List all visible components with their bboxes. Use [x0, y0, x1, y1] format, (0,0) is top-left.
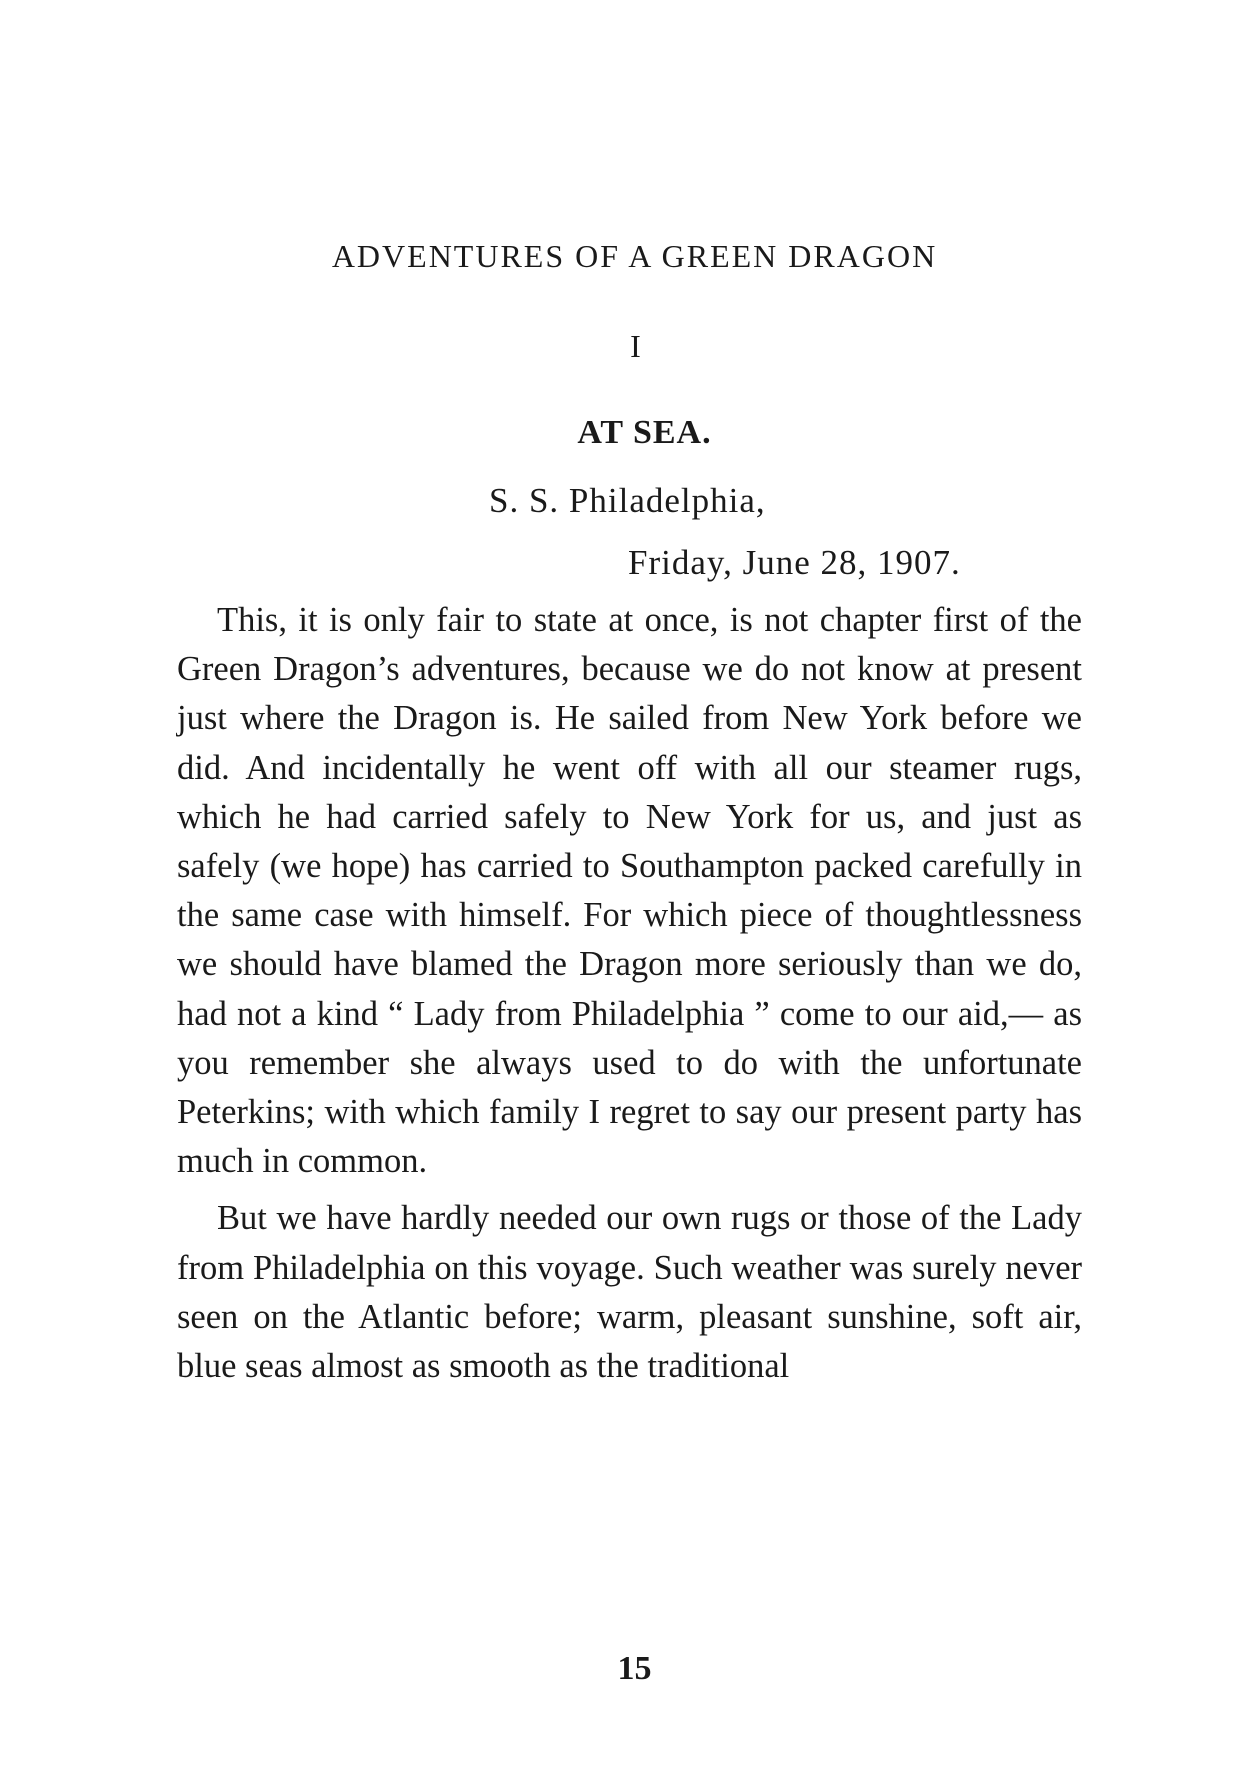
- chapter-number: I: [630, 328, 641, 364]
- paragraph: This, it is only fair to state at once, is not chapter first of the Green Dragon’s adventures, because we do not know at present just where the Dragon is. He sailed from New York before we did. And incidentally he went off with all our steamer rugs, which he had carried safely to New York for us, and just as safely (we hope) has carried to Southampton packed carefully in the same case with himself. For which piece of thoughtlessness we should have blamed the Dragon more seriously than we do, had not a kind “ Lady from Philadelphia ” come to our aid,— as you remember she always used to do with the unfortunate Peterkins; with which family I regret to say our present party has much in common.: [177, 601, 1082, 1181]
- chapter-title: AT SEA.: [577, 414, 712, 451]
- running-title: ADVENTURES OF A GREEN DRAGON: [331, 238, 938, 274]
- dateline-date: Friday, June 28, 1907.: [628, 543, 961, 582]
- paragraph: But we have hardly needed our own rugs or those of the Lady from Philadelphia on this voyage. Such weather was surely never seen on the Atlantic before; warm, pleasant sunshine, soft air, blue seas almost as smooth as the traditional: [177, 1199, 1082, 1386]
- body-text: [177, 596, 1082, 1391]
- page-number: 15: [617, 1650, 652, 1687]
- dateline-place: S. S. Philadelphia,: [489, 481, 766, 520]
